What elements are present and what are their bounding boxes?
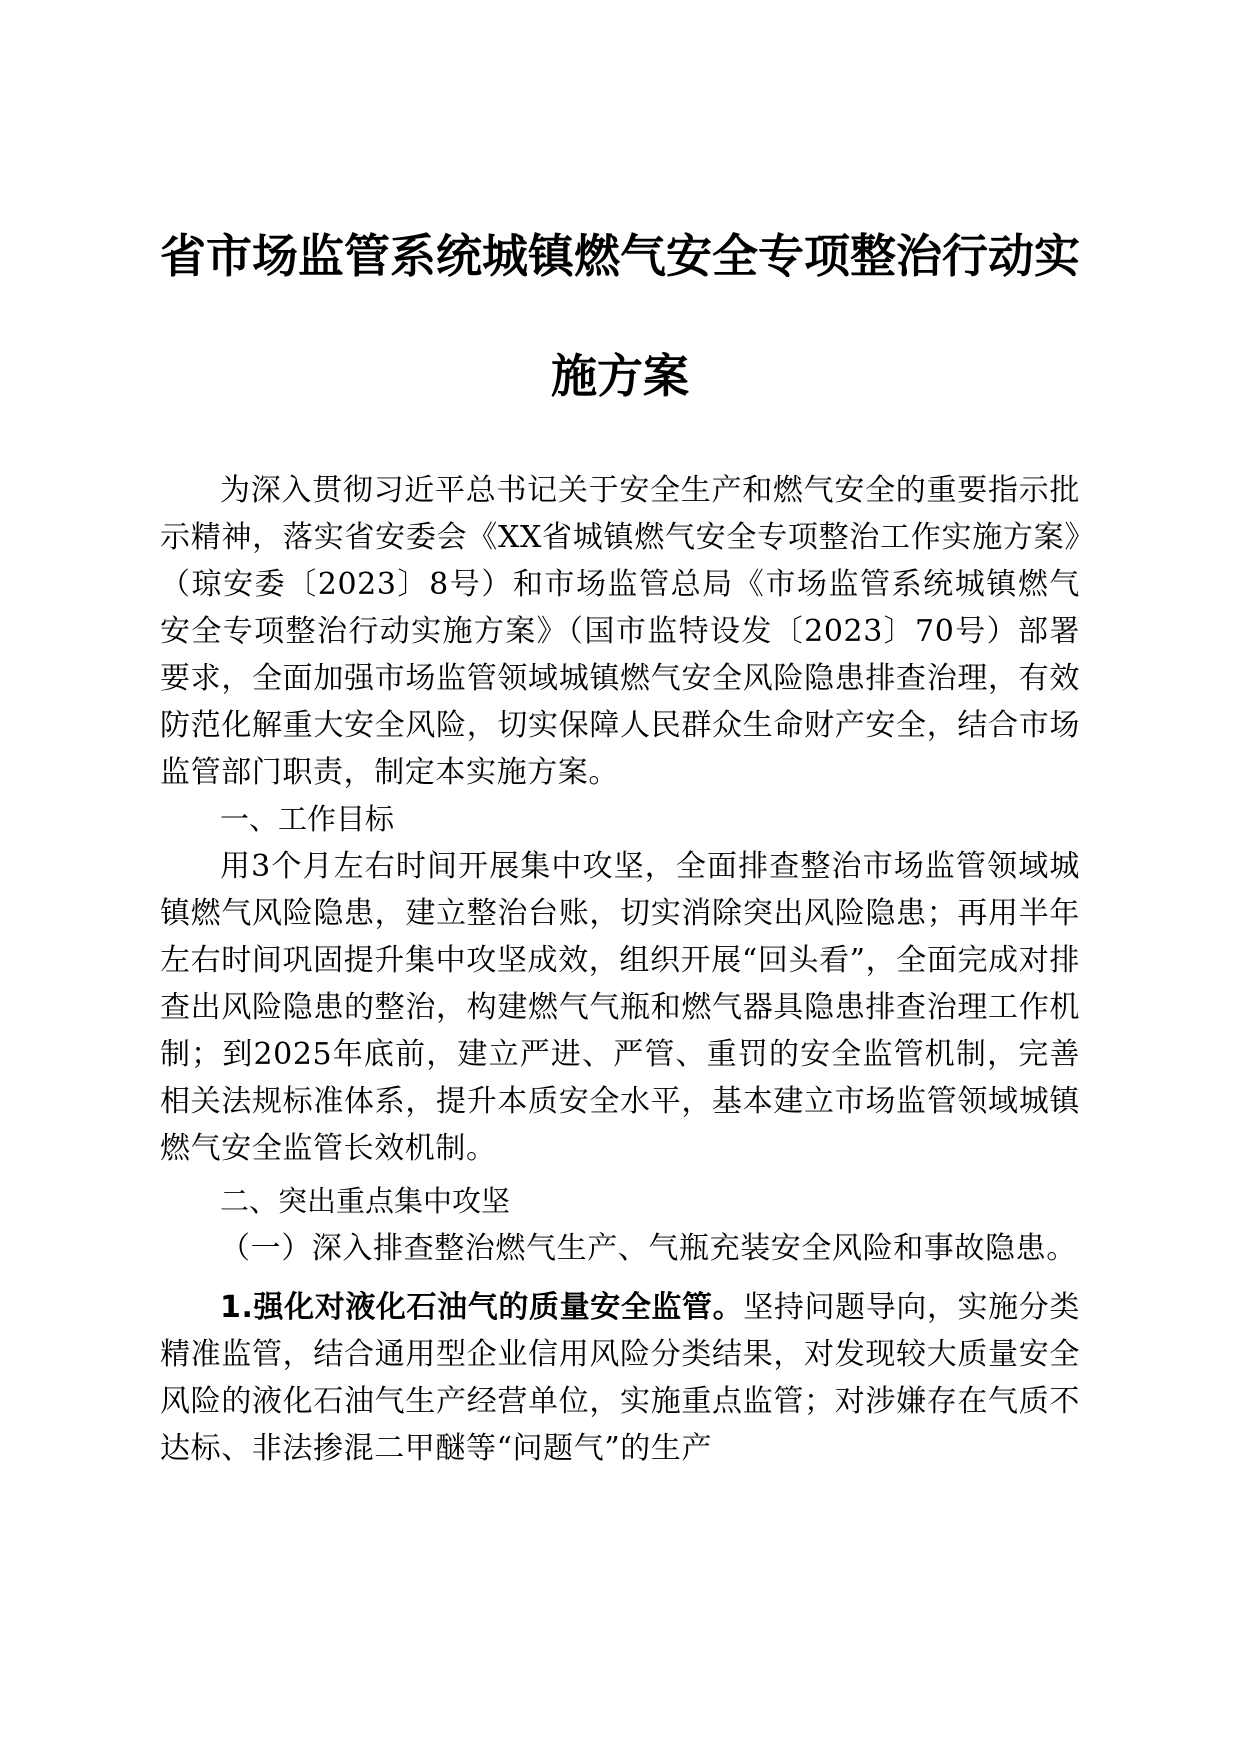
intro-paragraph: 为深入贯彻习近平总书记关于安全生产和燃气安全的重要指示批示精神，落实省安委会《XX省城镇燃气安全专项整治工作实施方案》（琼安委〔2023〕8号）和市场监管总局《市场监管系统城镇燃气安全专项整治行动实施方案》（国市监特设发〔2023〕70号）部署要求，全面加强市场监管领域城镇燃气安全风险隐患排查治理，有效防范化解重大安全风险，切实保障人民群众生命财产安全，结合市场监管部门职责，制定本实施方案。 xyxy=(160,473,1080,790)
document-body xyxy=(160,467,1080,1472)
section1-paragraph: 用3个月左右时间开展集中攻坚，全面排查整治市场监管领域城镇燃气风险隐患，建立整治台账，切实消除突出风险隐患；再用半年左右时间巩固提升集中攻坚成效，组织开展“回头看”，全面完成对排查出风险隐患的整治，构建燃气气瓶和燃气器具隐患排查治理工作机制；到2025年底前，建立严进、严管、重罚的安全监管机制，完善相关法规标准体系，提升本质安全水平，基本建立市场监管领域城镇燃气安全监管长效机制。 xyxy=(160,849,1080,1166)
item1-title: 1.强化对液化石油气的质量安全监管。 xyxy=(220,1290,744,1325)
item1-text: 坚持问题导向，实施分类精准监管，结合通用型企业信用风险分类结果，对发现较大质量安全风险的液化石油气生产经营单位，实施重点监管；对涉嫌存在气质不达标、非法掺混二甲醚等“问题气”的生产 xyxy=(160,1290,1080,1466)
section2-heading: 二、突出重点集中攻坚 xyxy=(220,1184,511,1218)
document-title-line1: 省市场监管系统城镇燃气安全专项整治行动实 xyxy=(160,229,1080,283)
item1-paragraph xyxy=(160,1284,1080,1472)
document-title-line2: 施方案 xyxy=(551,349,689,403)
section1-heading: 一、工作目标 xyxy=(220,802,395,836)
subsection1-heading: （一）深入排查整治燃气生产、气瓶充装安全风险和事故隐患。 xyxy=(220,1231,1077,1266)
